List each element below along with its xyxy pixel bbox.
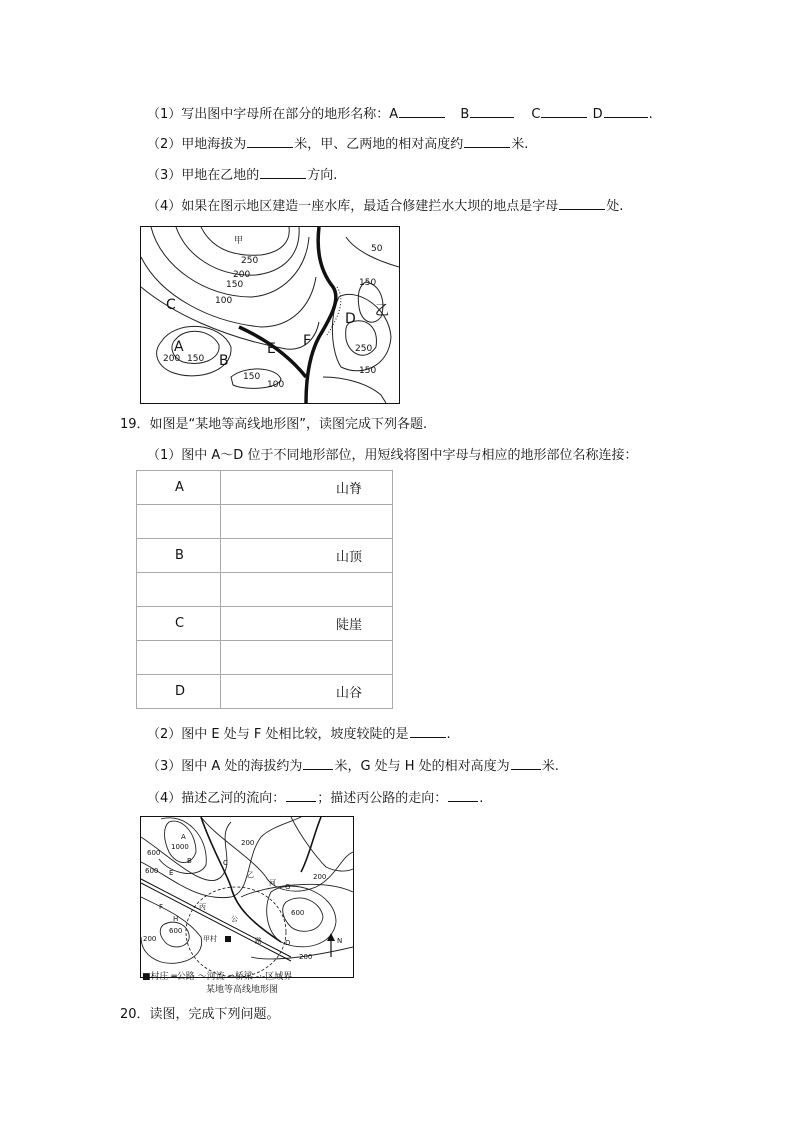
- answer-blank-GH-height[interactable]: [511, 756, 541, 770]
- answer-blank-river-flow[interactable]: [286, 788, 316, 802]
- contour-200-left-label: 200: [163, 354, 181, 364]
- contour-100-label: 100: [215, 296, 233, 306]
- q18-contour-svg: [141, 227, 399, 403]
- q19-title: 19．如图是“某地等高线地形图”，读图完成下列各题.: [120, 417, 428, 432]
- q19-part4: （4）描述乙河的流向： ；描述丙公路的走向： .: [147, 788, 483, 808]
- q19-contour-map: [140, 816, 354, 978]
- table-row: [137, 573, 393, 607]
- label-F: F: [303, 333, 312, 349]
- label-E: E: [267, 341, 276, 357]
- q19-label-B: B: [187, 857, 192, 865]
- label-B: B: [219, 353, 229, 369]
- match-letter-cell: B: [137, 539, 221, 573]
- q18-part2: （2）甲地海拔为 米，甲、乙两地的相对高度约 米.: [147, 134, 528, 154]
- contour-250-right-label: 250: [355, 344, 373, 354]
- table-row: [137, 675, 393, 709]
- label-jiacun: 甲村: [203, 935, 217, 943]
- q19-label-H: H: [173, 915, 179, 923]
- label-D: D: [345, 311, 356, 327]
- match-letter-cell: A: [137, 471, 221, 505]
- answer-blank-C[interactable]: [541, 104, 587, 118]
- match-term-cell: [221, 573, 393, 607]
- label-A: A: [174, 339, 184, 355]
- label-gong: 公: [231, 915, 238, 923]
- q19-label-C: C: [223, 859, 228, 867]
- matching-table: [136, 470, 393, 709]
- label-river-yi: 乙: [247, 871, 254, 879]
- table-row: [137, 505, 393, 539]
- contour-50-label: 50: [371, 244, 383, 254]
- match-letter-cell: D: [137, 675, 221, 709]
- table-row: [137, 539, 393, 573]
- contour-150-right2-label: 150: [359, 366, 377, 376]
- q19-contour-200-b: 200: [313, 873, 327, 881]
- match-term-cell: [221, 505, 393, 539]
- q19-contour-200-a: 200: [241, 839, 255, 847]
- match-term-cell: 山脊: [221, 471, 393, 505]
- label-river-he: 河: [269, 879, 276, 887]
- q19-contour-1000: 1000: [171, 843, 189, 851]
- label-jia: 甲: [234, 236, 244, 246]
- q18-part1: （1）写出图中字母所在部分的地形名称：A B C D .: [147, 104, 653, 124]
- match-term-cell: 陡崖: [221, 607, 393, 641]
- q19-contour-600-a: 600: [147, 849, 161, 857]
- contour-100-bottom-label: 100: [267, 380, 285, 390]
- answer-blank-direction[interactable]: [260, 165, 306, 179]
- q20-title: 20．读图，完成下列问题。: [120, 1007, 280, 1022]
- q19-contour-200-c: 200: [143, 935, 157, 943]
- q18-part3: （3）甲地在乙地的 方向.: [147, 165, 337, 185]
- q18-contour-map: [140, 226, 400, 404]
- answer-blank-A[interactable]: [399, 104, 445, 118]
- answer-blank-dam[interactable]: [559, 196, 605, 210]
- q19-contour-200-d: 200: [299, 953, 313, 961]
- match-term-cell: [221, 641, 393, 675]
- answer-blank-A-elevation[interactable]: [303, 756, 333, 770]
- match-letter-cell: C: [137, 607, 221, 641]
- contour-150-right-label: 150: [359, 278, 377, 288]
- q19-label-G: G: [285, 883, 291, 891]
- answer-blank-elevation[interactable]: [247, 134, 293, 148]
- contour-150-label: 150: [226, 280, 244, 290]
- contour-250-label: 250: [241, 256, 259, 266]
- answer-blank-D[interactable]: [604, 104, 648, 118]
- contour-200-label: 200: [233, 270, 251, 280]
- q19-contour-600-b: 600: [145, 867, 159, 875]
- q19-part3: （3）图中 A 处的海拔约为 米，G 处与 H 处的相对高度为 米.: [147, 756, 559, 776]
- q19-label-A: A: [181, 833, 186, 841]
- village-marker: [225, 936, 231, 942]
- q19-label-E: E: [169, 869, 174, 877]
- answer-blank-road-direction[interactable]: [448, 788, 478, 802]
- answer-blank-relative-height[interactable]: [464, 134, 510, 148]
- north-arrow-icon: [327, 933, 335, 941]
- q19-part1: （1）图中 A～D 位于不同地形部位，用短线将图中字母与相应的地形部位名称连接：: [147, 448, 638, 463]
- match-term-cell: 山顶: [221, 539, 393, 573]
- match-term-cell: 山谷: [221, 675, 393, 709]
- table-row: [137, 471, 393, 505]
- q19-contour-600-c: 600: [291, 909, 305, 917]
- label-lu: 路: [255, 937, 262, 945]
- table-row: [137, 641, 393, 675]
- q18-part4: （4）如果在图示地区建造一座水库，最适合修建拦水大坝的地点是字母 处.: [147, 196, 623, 216]
- match-letter-cell: [137, 573, 221, 607]
- q19-contour-svg: [141, 817, 353, 977]
- contour-150-left-label: 150: [187, 354, 205, 364]
- contour-150-bottom-label: 150: [243, 372, 261, 382]
- label-yi: 乙: [375, 303, 389, 319]
- q19-map-legend: ■村庄 ═公路 〜河流 ⋍桥梁 ‑·‑区域界: [142, 972, 293, 982]
- answer-blank-B[interactable]: [470, 104, 514, 118]
- label-bing: 丙: [199, 903, 206, 911]
- match-letter-cell: [137, 641, 221, 675]
- label-north: N: [337, 937, 343, 945]
- q19-label-D: D: [285, 939, 291, 947]
- q19-map-caption: 某地等高线地形图: [206, 985, 279, 995]
- q19-contour-600-d: 600: [169, 927, 183, 935]
- answer-blank-steeper[interactable]: [410, 724, 446, 738]
- label-C: C: [166, 297, 176, 313]
- q19-label-F: F: [159, 903, 164, 911]
- match-letter-cell: [137, 505, 221, 539]
- q19-part2: （2）图中 E 处与 F 处相比较，坡度较陡的是 .: [147, 724, 451, 744]
- table-row: [137, 607, 393, 641]
